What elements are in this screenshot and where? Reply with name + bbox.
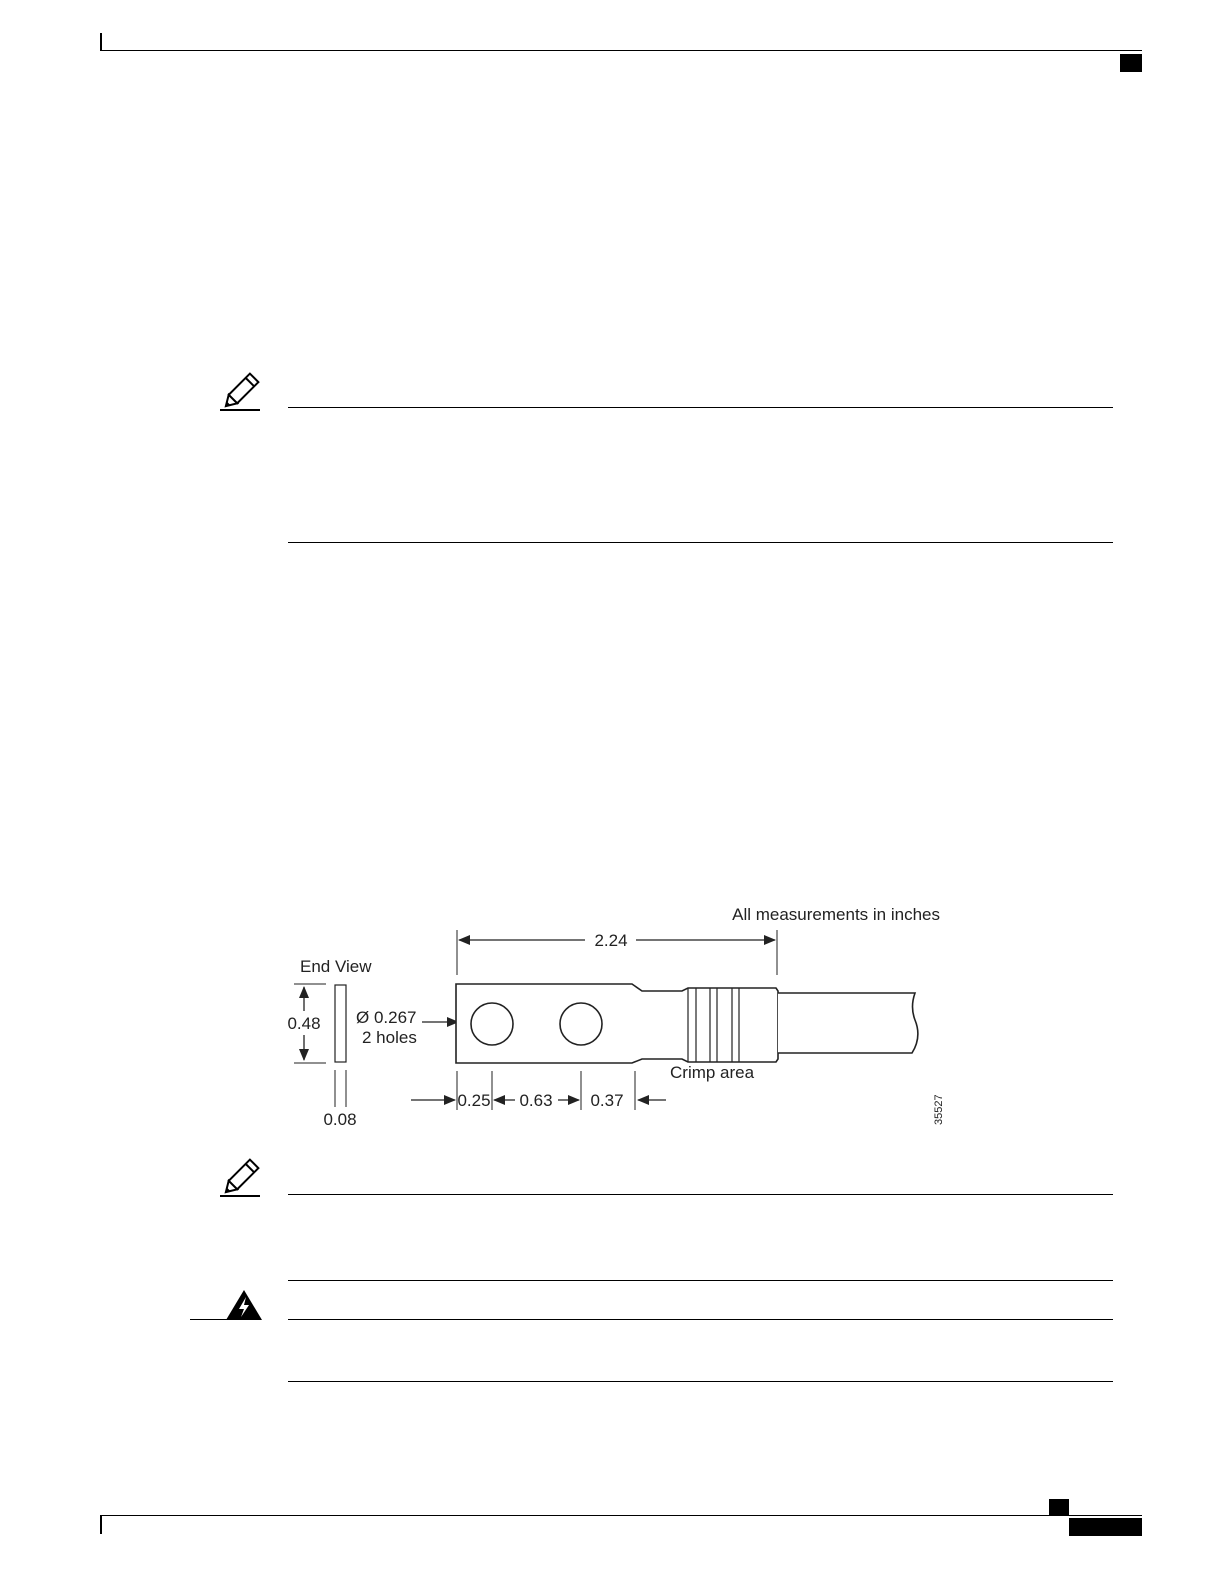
crimp-area-label: Crimp area: [670, 1063, 755, 1082]
thickness-dimension: 0.08: [323, 1110, 357, 1129]
lug-diagram: [270, 895, 960, 1140]
warning-icon: [224, 1288, 264, 1322]
dim-hole-spacing: 0.63: [519, 1091, 553, 1110]
warning-label-rule: [190, 1319, 258, 1320]
cable: [778, 993, 918, 1053]
end-view-label: End View: [300, 957, 372, 976]
footer-rule: [100, 1515, 1142, 1516]
pencil-note-icon: [218, 1156, 262, 1200]
dim-hole-to-barrel: 0.37: [590, 1091, 624, 1110]
header-block: [1120, 54, 1142, 72]
note-bottom-rule: [288, 542, 1113, 543]
note-top-rule: [288, 1194, 1113, 1195]
header-rule: [100, 50, 1142, 51]
page-number-tab: [1069, 1518, 1142, 1536]
hole-count: 2 holes: [362, 1028, 417, 1047]
lug-hole-2: [560, 1003, 602, 1045]
pencil-note-icon: [218, 370, 262, 414]
footer-tick: [100, 1516, 102, 1534]
note-top-rule: [288, 407, 1113, 408]
footer-block: [1049, 1499, 1069, 1516]
length-dimension: 2.24: [594, 931, 628, 950]
dim-edge-to-hole: 0.25: [457, 1091, 491, 1110]
end-view-profile: [335, 985, 346, 1062]
header-tick: [100, 33, 102, 51]
note-bottom-rule: [288, 1280, 1113, 1281]
figure-id: 35527: [933, 1094, 945, 1125]
measurement-note: All measurements in inches: [732, 905, 940, 924]
lug-hole-1: [471, 1003, 513, 1045]
width-dimension: 0.48: [287, 1014, 321, 1033]
warning-top-rule: [288, 1319, 1113, 1320]
hole-diameter: Ø 0.267: [356, 1008, 417, 1027]
warning-bottom-rule: [288, 1381, 1113, 1382]
